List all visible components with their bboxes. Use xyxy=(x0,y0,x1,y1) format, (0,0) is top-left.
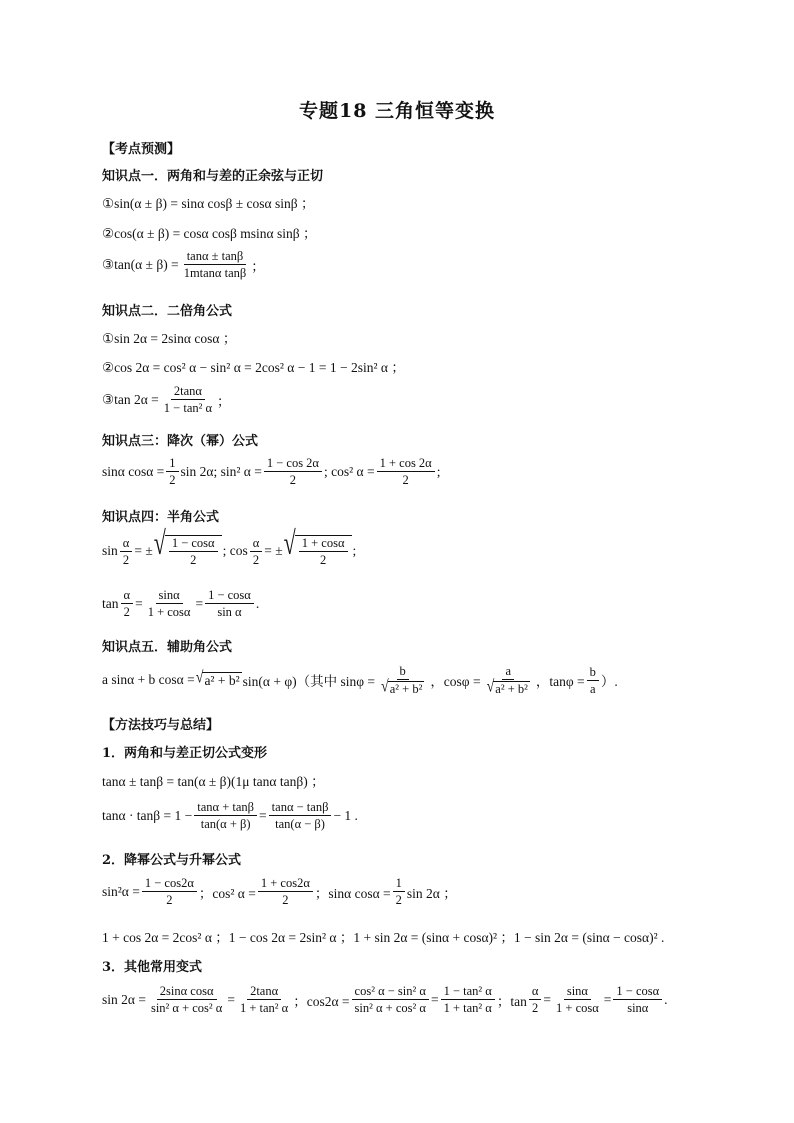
k5-f2-denominator: a² + b² xyxy=(495,682,528,697)
m2-f3-denominator: 2 xyxy=(395,893,402,908)
k5-formula xyxy=(102,664,618,697)
m3-a7: = xyxy=(603,991,612,1007)
k4-b2-denominator: 1 + cosα xyxy=(147,605,191,620)
m3-formula xyxy=(102,984,668,1016)
m1-f1-denominator: tan(α + β) xyxy=(200,817,251,832)
k5-p3: ，cosφ = xyxy=(430,674,481,690)
k4-sqrt-2 xyxy=(283,523,352,568)
k2-formula-cos: ②cos 2α = cos² α − sin² α = 2cos² α − 1 = 1 − 2sin² α ； xyxy=(102,360,405,375)
k5-f3-numerator: b xyxy=(587,665,599,681)
k3-f3-numerator: 1 + cos 2α xyxy=(377,456,435,472)
k1-tan-numerator: tanα ± tanβ xyxy=(184,249,247,265)
m2-f1-denominator: 2 xyxy=(166,893,173,908)
m3-f6-numerator: sinα xyxy=(564,984,591,1000)
k4-half-angle-1 xyxy=(120,536,133,568)
k4-formula-tan xyxy=(102,588,259,620)
m1-formula-2 xyxy=(102,800,358,832)
m1-fraction-1 xyxy=(194,800,257,832)
k2-tan-denominator: 1 − tan² α xyxy=(163,401,213,416)
m3-a2: = xyxy=(227,991,235,1007)
m2-a4: sin 2α ； xyxy=(406,885,457,901)
m1-l2c: − 1 . xyxy=(333,807,358,823)
k4-a2-numerator: 1 − cosα xyxy=(169,536,218,552)
k3-formula xyxy=(102,456,441,488)
k3-f3-denominator: 2 xyxy=(402,473,409,488)
k4-a2: = ± xyxy=(134,543,153,559)
m3-fraction-1 xyxy=(148,984,225,1016)
m1-f2-denominator: tan(α − β) xyxy=(275,817,325,832)
k1-heading: 知识点一．两角和与差的正余弦与正切 xyxy=(102,169,324,184)
k5-p5: ）. xyxy=(600,674,618,690)
k4-a4-denominator: 2 xyxy=(320,553,327,568)
m3-f3-denominator: sin² α + cos² α xyxy=(354,1001,426,1016)
k5-p1: a sinα + b cosα = xyxy=(102,672,195,688)
k3-fraction-cos2 xyxy=(377,456,435,488)
k2-tan-fraction xyxy=(161,384,215,416)
k3-part-1: sinα cosα = xyxy=(102,463,165,479)
m3-fraction-5 xyxy=(529,984,542,1016)
k5-f1-denominator-sqrt xyxy=(378,680,427,696)
m2-formula-2: 1 + cos 2α = 2cos² α ；1 − cos 2α = 2sin² α ；1 + sin 2α = (sinα + cosα)² ；1 − sin 2α = (sinα − cosα)² . xyxy=(102,930,665,945)
k5-f1-numerator: b xyxy=(397,664,409,680)
k3-f1-numerator: 1 xyxy=(166,456,178,472)
k2-tan-suffix: ； xyxy=(217,393,231,409)
radical-sign-icon: √ xyxy=(486,678,495,697)
k4-sqrt-2-fraction xyxy=(299,536,348,568)
k4-b1-numerator: α xyxy=(121,588,134,604)
m3-f4-denominator: 1 + tan² α xyxy=(443,1001,492,1016)
m2-f2-denominator: 2 xyxy=(282,893,289,908)
k1-formula-sin: ①sin(α ± β) = sinα cosβ ± cosα sinβ ； xyxy=(102,196,315,211)
k5-sqrt xyxy=(195,668,242,689)
k2-tan-prefix: ③tan 2α = xyxy=(102,391,159,407)
m3-a3: ；cos2α = xyxy=(293,993,350,1009)
m3-fraction-4 xyxy=(441,984,495,1016)
k4-b1-denominator: 2 xyxy=(123,605,130,620)
k1-formula-cos: ②cos(α ± β) = cosα cosβ msinα sinβ ； xyxy=(102,226,317,241)
k4-b3-denominator: sin α xyxy=(217,605,242,620)
k2-heading: 知识点二．二倍角公式 xyxy=(102,304,233,319)
k5-f2-numerator: a xyxy=(502,664,514,680)
m2-heading: 2．降幂公式与升幂公式 xyxy=(102,853,242,868)
m2-fraction-2 xyxy=(258,876,313,908)
k4-tan-half-angle xyxy=(121,588,134,620)
k5-cos-fraction xyxy=(483,664,534,697)
m3-a5: ；tan xyxy=(496,993,527,1009)
m3-f1-numerator: 2sinα cosα xyxy=(157,984,217,1000)
m1-f1-numerator: tanα + tanβ xyxy=(194,800,257,816)
section-forecast-heading: 【考点预测】 xyxy=(102,142,181,157)
k3-part-2: sin 2α; sin² α = xyxy=(180,463,262,479)
k4-tan-fraction-1 xyxy=(145,588,194,620)
k4-b3: = xyxy=(195,595,204,611)
m2-a3: ；sinα cosα = xyxy=(314,885,391,901)
k4-a3: ; cos xyxy=(222,543,248,559)
m2-a1: sin²α = xyxy=(102,883,140,899)
k4-tan-fraction-2 xyxy=(205,588,254,620)
k4-b2-numerator: sinα xyxy=(156,588,183,604)
m3-f6-denominator: 1 + cosα xyxy=(556,1001,599,1016)
k3-f2-numerator: 1 − cos 2α xyxy=(264,456,322,472)
k4-b2: = xyxy=(135,595,143,611)
k4-a5: ; xyxy=(352,543,357,559)
k2-formula-sin: ①sin 2α = 2sinα cosα ； xyxy=(102,331,237,346)
m3-a1: sin 2α = xyxy=(102,991,146,1007)
k4-a1: sin xyxy=(102,543,118,559)
m1-heading: 1．两角和与差正切公式变形 xyxy=(102,746,268,761)
k3-part-4: ; xyxy=(436,463,441,479)
m1-f2-numerator: tanα − tanβ xyxy=(269,800,332,816)
m3-a4: = xyxy=(430,991,439,1007)
m3-fraction-6 xyxy=(553,984,602,1016)
k3-fraction-half xyxy=(166,456,178,488)
m3-f2-denominator: 1 + tan² α xyxy=(239,1001,289,1016)
m3-heading: 3．其他常用变式 xyxy=(102,960,203,975)
k4-a1-numerator: α xyxy=(120,536,133,552)
m3-f7-denominator: sinα xyxy=(627,1001,649,1016)
k5-sqrt-body: a² + b² xyxy=(204,672,240,688)
k1-tan-prefix: ③tan(α ± β) = xyxy=(102,256,179,272)
m3-f5-denominator: 2 xyxy=(531,1001,539,1016)
section-methods-heading: 【方法技巧与总结】 xyxy=(102,718,220,733)
m1-l2b: = xyxy=(259,807,267,823)
k4-b3-numerator: 1 − cosα xyxy=(205,588,254,604)
m2-formula-1 xyxy=(102,876,457,908)
k4-a4-numerator: 1 + cosα xyxy=(299,536,348,552)
k4-a4: = ± xyxy=(264,543,283,559)
radical-sign-icon: √ xyxy=(153,523,166,562)
k1-tan-suffix: ； xyxy=(251,258,265,274)
m3-f7-numerator: 1 − cosα xyxy=(613,984,662,1000)
m2-f1-numerator: 1 − cos2α xyxy=(142,876,197,892)
m3-fraction-7 xyxy=(613,984,662,1016)
m3-a6: = xyxy=(543,991,552,1007)
radical-sign-icon: √ xyxy=(195,668,204,687)
k4-a1-denominator: 2 xyxy=(122,552,130,567)
k4-b1: tan xyxy=(102,595,119,611)
k5-p4: ，tanφ = xyxy=(535,674,585,690)
m3-f1-denominator: sin² α + cos² α xyxy=(150,1001,223,1016)
k4-heading: 知识点四：半角公式 xyxy=(102,510,220,525)
m2-f3-numerator: 1 xyxy=(393,876,405,892)
k4-formula-sin-cos xyxy=(102,523,357,568)
k1-tan-fraction xyxy=(181,249,250,281)
k5-f1-denominator: a² + b² xyxy=(389,682,423,697)
k1-formula-tan xyxy=(102,249,265,281)
k1-tan-denominator: 1mtanα tanβ xyxy=(183,266,247,281)
k5-heading: 知识点五．辅助角公式 xyxy=(102,640,233,655)
m1-fraction-2 xyxy=(269,800,332,832)
m3-f3-numerator: cos² α − sin² α xyxy=(352,984,429,1000)
k3-heading: 知识点三：降次（幂）公式 xyxy=(102,434,259,449)
k2-tan-numerator: 2tanα xyxy=(171,384,205,400)
k4-a2-denominator: 2 xyxy=(190,553,197,568)
k2-formula-tan xyxy=(102,384,231,416)
m3-f2-numerator: 2tanα xyxy=(247,984,281,1000)
k4-sqrt-1-fraction xyxy=(169,536,218,568)
k3-fraction-sin2 xyxy=(264,456,322,488)
m3-a8: . xyxy=(664,991,668,1007)
k5-p2: sin(α + φ)（其中 sinφ = xyxy=(242,674,376,690)
k3-f2-denominator: 2 xyxy=(289,473,297,488)
k4-a3-numerator: α xyxy=(250,536,263,552)
k4-b4: . xyxy=(255,595,260,611)
m2-fraction-3 xyxy=(393,876,405,908)
page-title: 专题18 三角恒等变换 xyxy=(298,100,496,122)
k3-part-3: ; cos² α = xyxy=(323,463,375,479)
k4-sqrt-1 xyxy=(153,523,222,568)
m1-l2a: tanα · tanβ = 1 − xyxy=(102,807,193,823)
m3-f4-numerator: 1 − tan² α xyxy=(441,984,495,1000)
m3-fraction-2 xyxy=(237,984,291,1016)
k5-f2-denominator-sqrt xyxy=(484,680,533,696)
m2-f2-numerator: 1 + cos2α xyxy=(258,876,313,892)
k5-sin-fraction xyxy=(377,664,428,697)
k4-a3-denominator: 2 xyxy=(252,552,260,567)
m2-fraction-1 xyxy=(142,876,197,908)
k5-tan-fraction xyxy=(587,665,599,697)
m2-a2: ；cos² α = xyxy=(198,885,256,901)
k4-half-angle-2 xyxy=(250,536,263,568)
k5-f3-denominator: a xyxy=(590,681,596,696)
k3-f1-denominator: 2 xyxy=(169,473,176,488)
m1-formula-1: tanα ± tanβ = tan(α ± β)(1μ tanα tanβ) ； xyxy=(102,774,325,789)
radical-sign-icon: √ xyxy=(283,523,296,562)
radical-sign-icon: √ xyxy=(381,678,389,697)
m3-f5-numerator: α xyxy=(529,984,542,1000)
m3-fraction-3 xyxy=(352,984,429,1016)
